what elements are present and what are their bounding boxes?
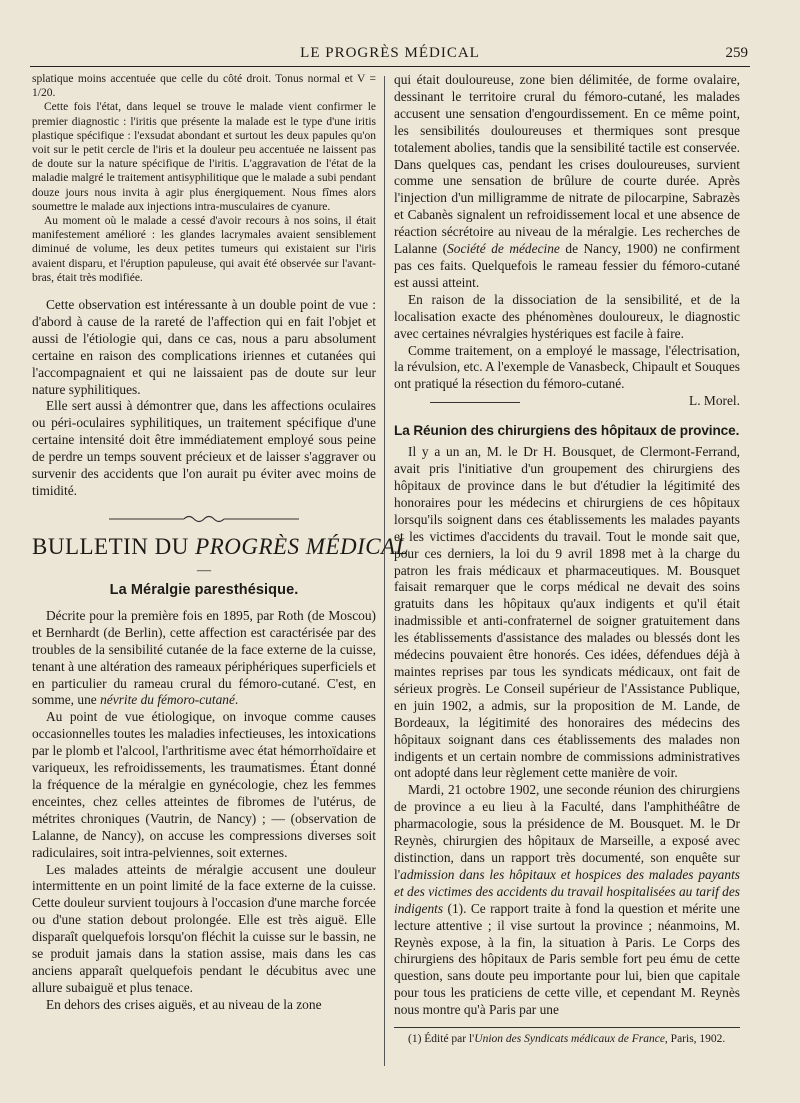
- signature-line: [394, 393, 740, 411]
- bulletin-heading: [32, 533, 409, 560]
- footnote-rule: [394, 1027, 740, 1028]
- section-ornament: [32, 512, 376, 526]
- reunion-article: [394, 444, 740, 1019]
- meralgie-article: [32, 608, 376, 1014]
- signature-rule: [430, 402, 520, 403]
- column-divider: [384, 76, 385, 1066]
- meralgie-continuation: [394, 72, 740, 393]
- paragraph: splatique moins accentuée que celle du côté droit. Tonus normal et V = 1/20.: [32, 73, 376, 100]
- running-header: [30, 40, 750, 67]
- paragraph: Mardi, 21 octobre 1902, une seconde réunion des chirurgiens de province a eu lieu à la Faculté, dans l'amphithéâtre de pharmacologie, sous la présidence de M. Bousquet. M. le Dr Reynès, chirurgien des hôpitaux de Marseille, a exposé avec distinction, dans un rapport très documenté, son enquête sur l'admission dans les hôpitaux et hospices des malades payants et des victimes des accidents du travail hospitalisées au tarif des indigents (1). Ce rapport traite à fond la question et mérite une lecture attentive ; il vise surtout la province ; néanmoins, M. Reynès expose, à la fin, la situation à Paris. Le Corps des chirurgiens des hôpitaux de Paris semble fort peu ému de cette question, sans doute peu importante pour lui, bien que capitale pour tous les praticiens de cette ville, et cependant M. Reynès nous montre qu'à Paris par une: [394, 782, 740, 1018]
- paragraph: Décrite pour la première fois en 1895, par Roth (de Moscou) et Bernhardt (de Berlin), cette affection est caractérisée par des troubles de la sensibilité cutanée de la face externe de la cuisse, tenant à une altération des rameaux périphériques superficiels et en particulier du rameau crural du fémoro-cutané. C'est, en somme, une névrite du fémoro-cutané.: [32, 607, 376, 708]
- section-title: La Réunion des chirurgiens des hôpitaux de province.: [394, 423, 740, 439]
- footnote-text: (1) Édité par l'Union des Syndicats médicaux de France, Paris, 1902.: [408, 1033, 726, 1046]
- paragraph: En raison de la dissociation de la sensibilité, et de la localisation exacte des phénomènes douloureux, le diagnostic avec certaines névralgies hystériques est facile à faire.: [394, 291, 740, 341]
- page-number: 259: [725, 45, 748, 61]
- bulletin-prefix: BULLETIN DU: [32, 533, 196, 559]
- paragraph: Les malades atteints de méralgie accusent une douleur intermittente en un point limité de la face externe de la cuisse. Cette douleur survient toujours à l'occasion d'une marche forcée ou d'une station debout prolongée. Elle est très aiguë. Elle disparaît quelquefois lorsqu'on fléchit la cuisse sur le bassin, ne se produit jamais dans la station assise, mais dans les cas anciens apparaît quelquefois pendant le décubitus avec une allure subaiguë et plus tenace.: [32, 861, 376, 995]
- paragraph: Cette observation est intéressante à un double point de vue : d'abord à cause de la rareté de l'affection qui en fait l'objet et aussi de l'étiologie qui, dans ce cas, nous a paru absolument certaine en raison des complications iriennes et cutanées qui l'accompagnaient et qui ne laissaient pas de doute sur leur nature syphilitiques.: [32, 297, 376, 397]
- paragraph: qui était douloureuse, zone bien délimitée, de forme ovalaire, dessinant le territoire crural du fémoro-cutané, les malades accusent une sensation d'engourdissement. En ce même point, les sensibilités douloureuses et thermiques sont presque totalement abolies, tandis que la sensibilité tactile est conservée. Dans quelques cas, pendant les crises douloureuses, survient comme une sensation de brûlure de courte durée. Après l'injection d'un milligramme de nitrate de pilocarpine, Sabrazès et Cabanès signalent un refroidissement local et une absence de réaction sécrétoire au niveau de la méralgie. Les recherches de Lalanne (Société de médecine de Nancy, 1900) ne confirment pas ces faits. Quelquefois le rameau fessier du fémoro-cutané est aussi atteint.: [394, 72, 740, 290]
- paragraph: Au point de vue étiologique, on invoque comme causes occasionnelles toutes les maladies infectieuses, les intoxications par le plomb et l'alcool, l'arthritisme avec état hémorrhoïdaire et variqueux, les refroidissements, les traumatismes. Étant donné la fréquence de la méralgie en gynécologie, chez les femmes enceintes, chez celles atteintes de fibromes de l'utérus, de métrites chroniques (Vautrin, de Nancy) ; — (observation de Lalanne, de Nancy), on accuse les compressions diverses soit radiculaires, soit intra-pelviennes, soit externes.: [32, 709, 376, 860]
- left-column: [32, 72, 409, 1014]
- paragraph: Cette fois l'état, dans lequel se trouve le malade vient confirmer le premier diagnostic : l'iritis que présente la malade est le type d'une iritis plastique spécifique : l'exsudat abondant et surtout les deux papules qu'on voit sur le petit cercle de l'iris et la douleur peu accentuée ne laissent pas de doute sur la nature spécifique de l'iritis. L'aggravation de l'état de la maladie malgré le traitement antisyphilitique que le malade a subi pendant douze jours nous invita à agir plus énergiquement. Nous fîmes alors soumettre le malade aux injections intra-musculaires de cyanure.: [32, 101, 376, 213]
- heading-dash: —: [197, 562, 211, 578]
- section-title: La Méralgie paresthésique.: [109, 581, 299, 598]
- bulletin-journal-name: PROGRÈS MÉDICAL: [195, 533, 409, 559]
- journal-title: LE PROGRÈS MÉDICAL: [300, 45, 480, 61]
- paragraph: Elle sert aussi à démontrer que, dans les affections oculaires ou péri-oculaires syphilitiques, un traitement spécifique d'une certaine intensité doit être immédiatement employé sous peine de perdre un temps souvent précieux et de laisser s'aggraver ou survenir des accidents que l'on aurait pu éviter avec moins de timidité.: [32, 398, 376, 499]
- observation-continuation: [32, 72, 376, 285]
- paragraph: En dehors des crises aiguës, et au niveau de la zone: [46, 996, 322, 1012]
- paragraph: Il y a un an, M. le Dr H. Bousquet, de Clermont-Ferrand, avait pris l'initiative d'un groupement des chirurgiens des hôpitaux de province dans le but d'étudier la légitimité des honoraires pour les médecins et chirurgiens de ces hôpitaux lorsqu'ils soignent dans ces établissements les malades payants et les victimes d'accidents du travail. Tout le monde sait que, pour ces derniers, la loi du 9 avril 1898 met à la charge du patron les frais médicaux et pharmaceutiques. M. Bousquet faisait remarquer que le corps médical ne devait des soins gratuits dans les hôpitaux qu'aux indigents et qu'il était inadmissible et anti-confraternel de soigner gratuitement dans les établissements d'assistance des malades ou blessés dont les médecins pouvaient être honorés. Ces idées, défendues déjà à maintes reprises par tous les syndicats médicaux, ont fait de sérieux progrès. Le Conseil supérieur de l'Assistance Publique, en juin 1902, a admis, sur la proposition de M. Lande, de Bordeaux, la légitimité des honoraires des médecins des hôpitaux soignant dans ces établissements des malades non indigents et un certain nombre de commissions administratives ont adopté dans leur règlement cette manière de voir.: [394, 444, 740, 781]
- observation-conclusion: [32, 297, 376, 500]
- paragraph: Au moment où le malade a cessé d'avoir recours à nos soins, il était manifestement amélioré : les glandes lacrymales avaient sensiblement diminué de volume, les deux petites tumeurs qui existaient sur l'iris avaient disparu, et l'éruption papuleuse, qui avait été observée sur l'avant-bras, était très modifiée.: [32, 215, 376, 284]
- right-column: [394, 72, 740, 1047]
- author-signature: L. Morel.: [689, 393, 740, 409]
- paragraph: Comme traitement, on a employé le massage, l'électrisation, la révulsion, etc. A l'exemple de Vanasbeck, Chipault et Souques ont pratiqué la résection du fémoro-cutané.: [394, 342, 740, 392]
- footnote: [394, 1032, 740, 1047]
